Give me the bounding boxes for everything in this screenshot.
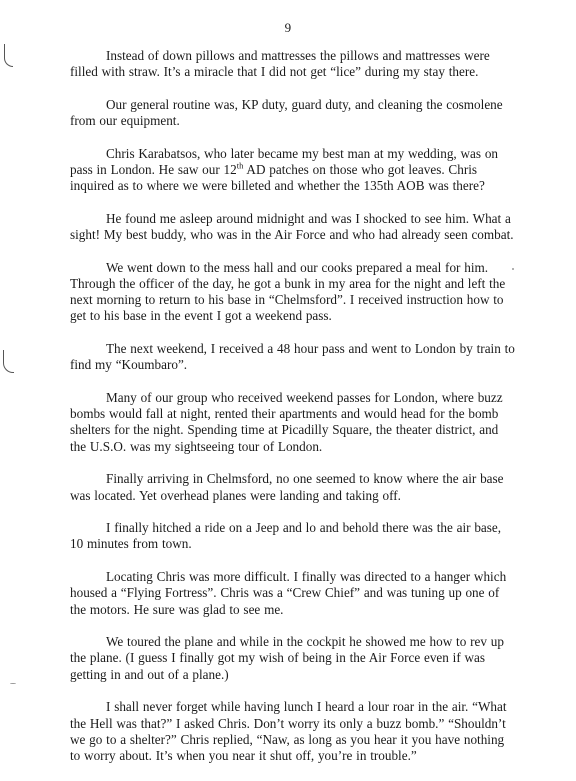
paragraph-4: He found me asleep around midnight and was I shocked to see him. What a sight! My best buddy, who was in the Air Force and who had already seen combat. xyxy=(70,210,514,243)
paragraph-1: Instead of down pillows and mattresses the pillows and mattresses were filled with straw. It’s a miracle that I did not get “lice” during my stay there. xyxy=(70,48,490,80)
page-number: 9 xyxy=(284,20,292,35)
margin-binding-mark-middle xyxy=(3,350,14,373)
paragraph-3-text-after: AD patches on those who got leaves. Chris inquired as to where we were billeted and whether the 135th AOB was there? xyxy=(70,162,485,194)
paragraph-3-text-before: Chris Karabatsos, who later became my best man at my wedding, was on pass in London. He saw our 12 xyxy=(70,145,499,178)
paragraph-3 xyxy=(70,146,516,195)
ordinal-suffix: th xyxy=(236,160,244,171)
paragraph-9: I finally hitched a ride on a Jeep and lo and behold there was the air base, 10 minutes from town. xyxy=(70,520,502,552)
paragraph-7: Many of our group who received weekend passes for London, where buzz bombs would fall at night, rented their apartments and would head for the bomb shelters for the night. Spending time at Picadilly Square, the theater district, and the U.S.O. was my sightseeing tour of London. xyxy=(70,390,503,454)
paragraph-6: The next weekend, I received a 48 hour pass and went to London by train to find my “Koumbaro”. xyxy=(70,341,515,373)
paragraph-8: Finally arriving in Chelmsford, no one seemed to know where the air base was located. Yet overhead planes were landing and taking off. xyxy=(70,471,504,503)
paragraph-5: We went down to the mess hall and our cooks prepared a meal for him. Through the officer of the day, he got a bunk in my area for the night and left the next morning to return to his base in “Chelmsford”. I received instruction how to get to his base in the event I got a weekend pass. xyxy=(70,259,506,324)
scan-speck xyxy=(10,683,16,684)
paragraph-12: I shall never forget while having lunch I heard a lour roar in the air. “What the Hell was that?” I asked Chris. Don’t worry its only a buzz bomb.” “Shouldn’t we go to a shelter?” Chris replied, “Naw, as long as you hear it you have nothing to worry about. It’s when you near it shut off, you’re in trouble.” xyxy=(70,699,507,763)
margin-binding-mark-top xyxy=(4,44,13,67)
document-body xyxy=(70,48,516,781)
paragraph-11: We toured the plane and while in the cockpit he showed me how to rev up the plane. (I guess I finally got my wish of being in the Air Force even if was getting in and out of a plane.) xyxy=(70,634,504,682)
paragraph-2: Our general routine was, KP duty, guard duty, and cleaning the cosmolene from our equipment. xyxy=(70,96,503,129)
paragraph-10: Locating Chris was more difficult. I finally was directed to a hanger which housed a “Flying Fortress”. Chris was a “Crew Chief” and was tuning up one of the motors. He sure was glad to see me. xyxy=(70,569,507,617)
